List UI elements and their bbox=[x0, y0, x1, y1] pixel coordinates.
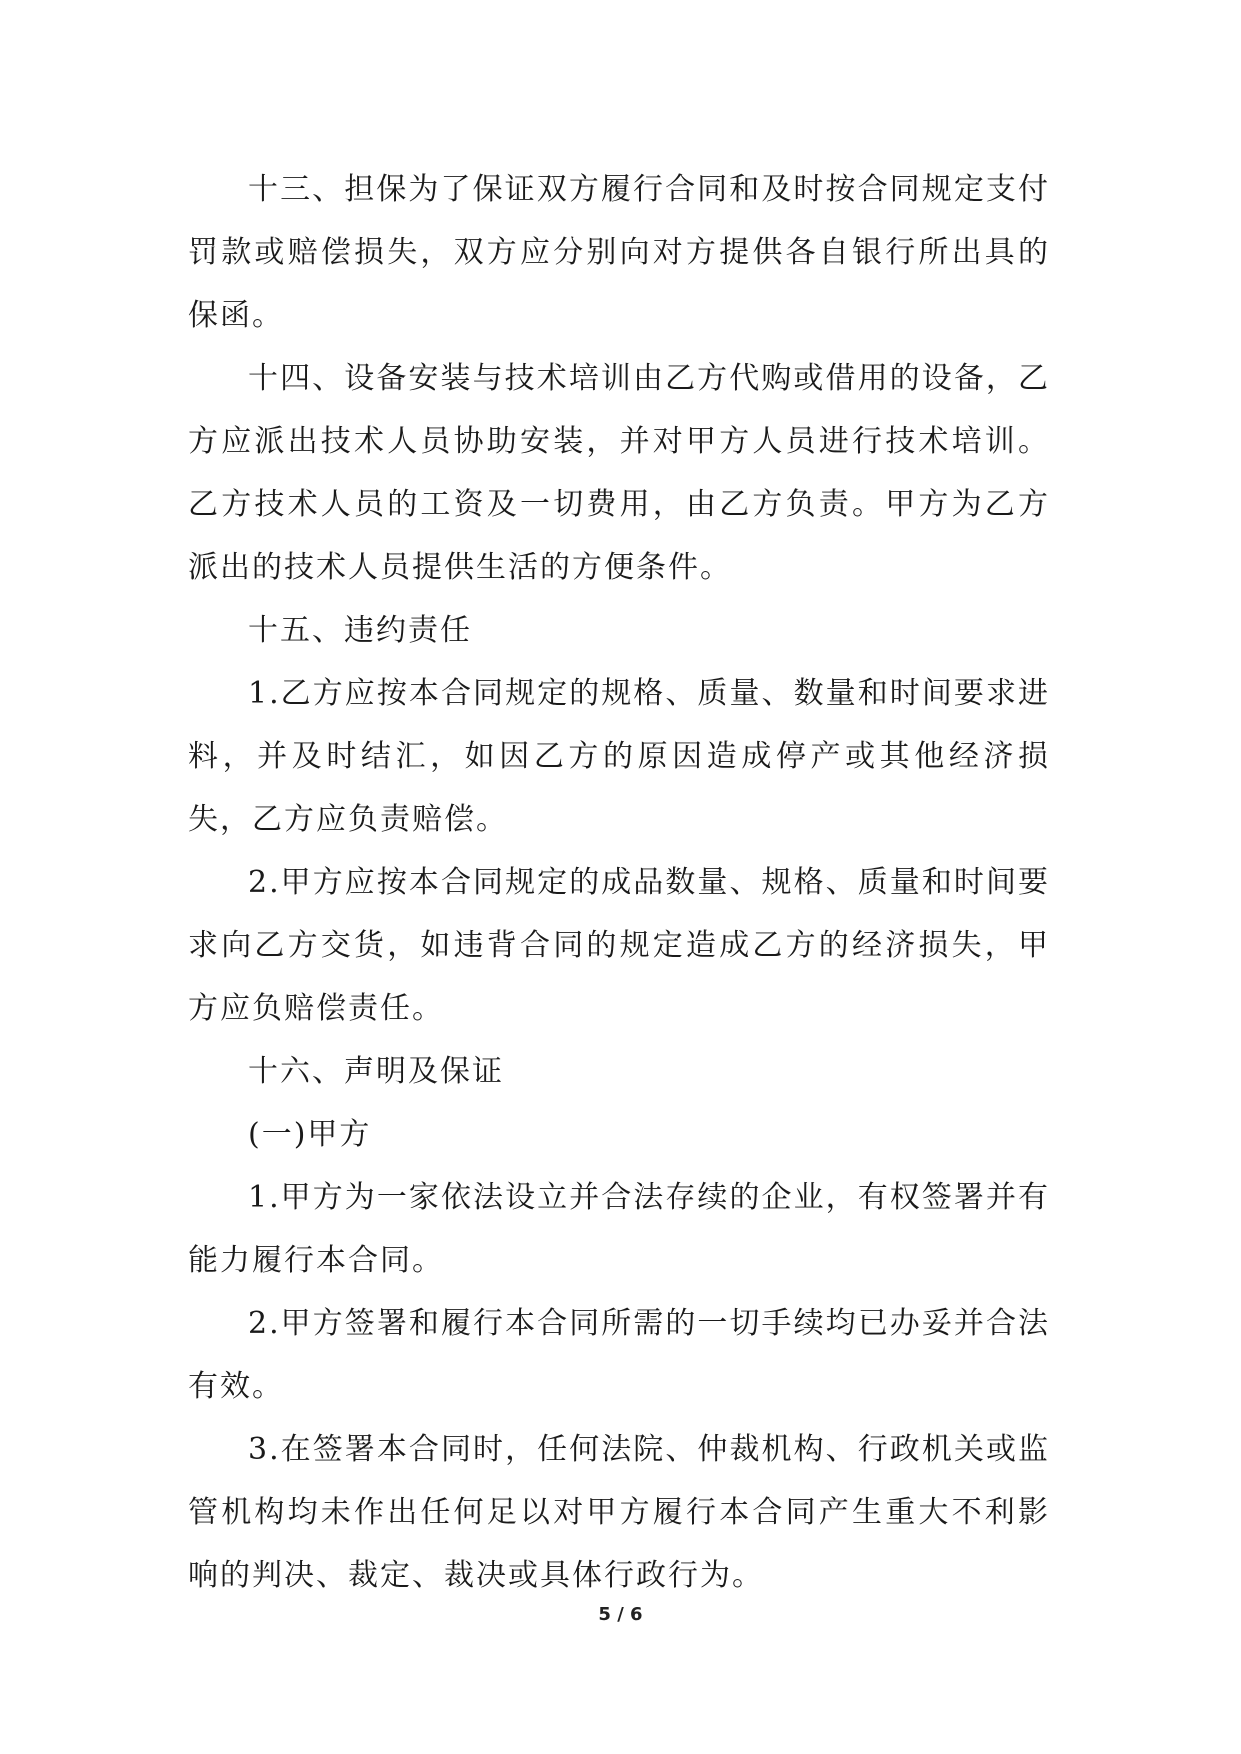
subheading-party-a: (一)甲方 bbox=[248, 1117, 372, 1152]
document-body bbox=[188, 158, 1050, 1607]
paragraph-15-item-2: 2.甲方应按本合同规定的成品数量、规格、质量和时间要求向乙方交货，如违背合同的规定造成乙方的经济损失，甲方应负赔偿责任。 bbox=[188, 865, 1050, 1026]
paragraph-15-item-1: 1.乙方应按本合同规定的规格、质量、数量和时间要求进料，并及时结汇，如因乙方的原因造成停产或其他经济损失，乙方应负责赔偿。 bbox=[188, 676, 1050, 837]
paragraph-16-item-3: 3.在签署本合同时，任何法院、仲裁机构、行政机关或监管机构均未作出任何足以对甲方履行本合同产生重大不利影响的判决、裁定、裁决或具体行政行为。 bbox=[188, 1432, 1050, 1593]
heading-16-declarations: 十六、声明及保证 bbox=[248, 1054, 504, 1089]
paragraph-16-item-1: 1.甲方为一家依法设立并合法存续的企业，有权签署并有能力履行本合同。 bbox=[188, 1180, 1050, 1278]
page-number: 5 / 6 bbox=[598, 1604, 643, 1625]
paragraph-14-installation-training: 十四、设备安装与技术培训由乙方代购或借用的设备，乙方应派出技术人员协助安装，并对甲方人员进行技术培训。乙方技术人员的工资及一切费用，由乙方负责。甲方为乙方派出的技术人员提供生活的方便条件。 bbox=[188, 361, 1050, 585]
heading-15-liability: 十五、违约责任 bbox=[248, 613, 472, 648]
paragraph-13-guarantee: 十三、担保为了保证双方履行合同和及时按合同规定支付罚款或赔偿损失，双方应分别向对方提供各自银行所出具的保函。 bbox=[188, 172, 1050, 333]
paragraph-16-item-2: 2.甲方签署和履行本合同所需的一切手续均已办妥并合法有效。 bbox=[188, 1306, 1050, 1404]
